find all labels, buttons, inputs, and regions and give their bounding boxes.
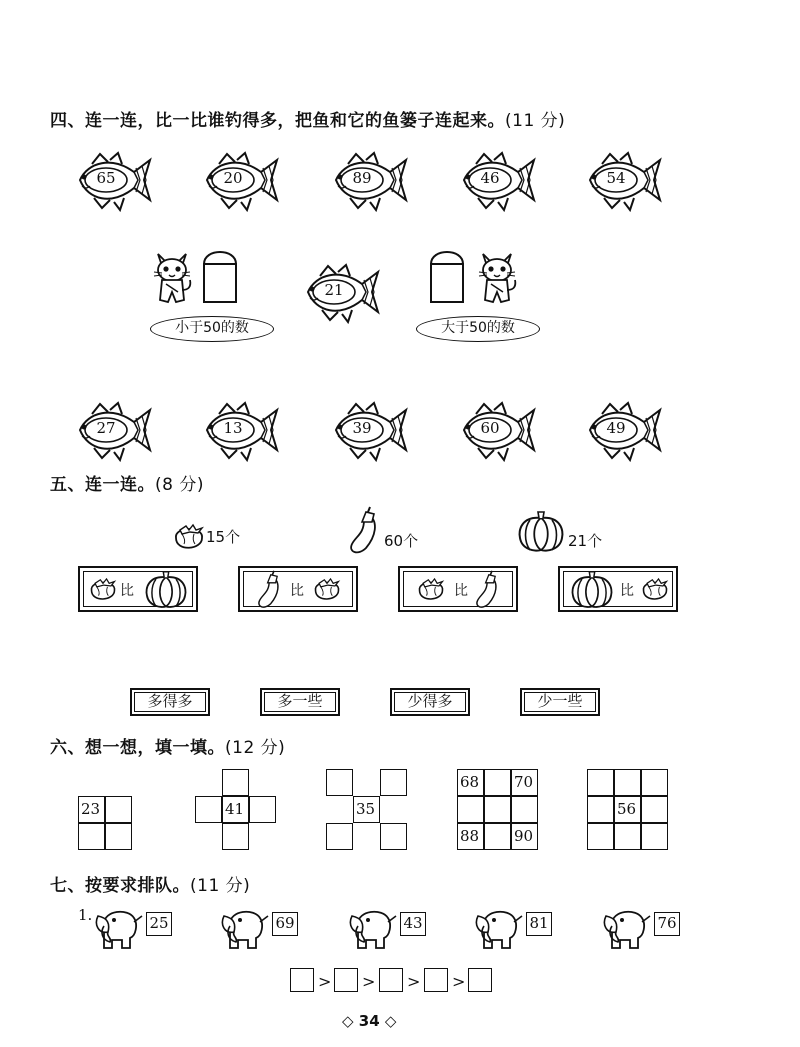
order-box-5[interactable] [468, 968, 492, 992]
grid-cell-blank[interactable] [222, 769, 249, 796]
grid-cell: 56 [614, 796, 641, 823]
fish-top-2[interactable] [197, 150, 281, 212]
grid-cell-blank[interactable] [484, 796, 511, 823]
fish-number: 89 [352, 169, 372, 187]
grid-cell-blank[interactable] [614, 823, 641, 850]
grid-cell-blank[interactable] [641, 769, 668, 796]
grid-cell-blank[interactable] [105, 796, 132, 823]
fish-number: 27 [96, 419, 116, 437]
section4-score: (11 分) [505, 111, 566, 131]
bucket-icon[interactable] [200, 244, 240, 306]
grid-cell-blank[interactable] [484, 823, 511, 850]
section5-title: 五、连一连。 [50, 475, 155, 495]
basket-right-label: 大于50的数 [416, 316, 540, 342]
elephant-number: 69 [272, 912, 298, 936]
greater-than-symbol: > [362, 972, 376, 991]
grid-cell: 68 [457, 769, 484, 796]
section5-heading [50, 470, 204, 495]
tomato-icon [640, 576, 670, 603]
answer-label: 多一些 [277, 692, 323, 710]
fish-number: 60 [480, 419, 500, 437]
grid-cell-blank[interactable] [641, 823, 668, 850]
section7-heading [50, 871, 250, 896]
fish-number: 54 [606, 169, 626, 187]
elephant-number: 76 [654, 912, 680, 936]
eggplant-count: 60个 [384, 532, 419, 550]
tomato-icon [416, 576, 446, 603]
answer-box-2[interactable] [260, 688, 340, 716]
fish-number: 13 [223, 419, 243, 437]
order-box-3[interactable] [379, 968, 403, 992]
section7-title: 七、按要求排队。 [50, 876, 190, 896]
pumpkin-icon [142, 570, 190, 610]
fish-number: 21 [324, 281, 344, 299]
grid-cell-blank[interactable] [587, 796, 614, 823]
answer-box-4[interactable] [520, 688, 600, 716]
tomato-icon [88, 576, 118, 603]
elephant-number: 25 [146, 912, 172, 936]
section5-score: (8 分) [155, 475, 204, 495]
grid-cell-blank[interactable] [326, 823, 353, 850]
fish-number: 39 [352, 419, 372, 437]
compare-word: 比 [120, 583, 134, 599]
cat-icon [475, 246, 519, 306]
elephant-icon [220, 902, 272, 952]
eggplant-icon [256, 570, 284, 610]
grid-cell: 90 [511, 823, 538, 850]
grid-cell: 70 [511, 769, 538, 796]
elephant-number: 43 [400, 912, 426, 936]
tomato-icon [172, 522, 206, 552]
elephant-icon [474, 902, 526, 952]
fish-bottom-5[interactable] [580, 400, 664, 462]
fish-bottom-4[interactable] [454, 400, 538, 462]
tomato-count: 15个 [206, 528, 241, 546]
fish-bottom-2[interactable] [197, 400, 281, 462]
answer-label: 少一些 [537, 692, 583, 710]
elephant-icon [94, 902, 146, 952]
grid-cell-blank[interactable] [222, 823, 249, 850]
grid-cell-blank[interactable] [249, 796, 276, 823]
compare-box-pumpkin-tomato[interactable] [558, 566, 678, 612]
grid-cell-blank[interactable] [587, 823, 614, 850]
cat-icon [150, 246, 194, 306]
elephant-icon [348, 902, 400, 952]
compare-word: 比 [620, 583, 634, 599]
grid-cell-blank[interactable] [457, 796, 484, 823]
eggplant-icon [474, 570, 502, 610]
compare-word: 比 [454, 583, 468, 599]
pumpkin-count: 21个 [568, 532, 603, 550]
fish-bottom-3[interactable] [326, 400, 410, 462]
grid-cell-blank[interactable] [484, 769, 511, 796]
grid-cell: 88 [457, 823, 484, 850]
fish-top-4[interactable] [454, 150, 538, 212]
section6-title: 六、想一想，填一填。 [50, 738, 225, 758]
basket-left-label: 小于50的数 [150, 316, 274, 342]
answer-box-3[interactable] [390, 688, 470, 716]
answer-label: 多得多 [147, 692, 193, 710]
section6-heading [50, 733, 285, 758]
greater-than-symbol: > [407, 972, 421, 991]
elephant-number: 81 [526, 912, 552, 936]
order-box-2[interactable] [334, 968, 358, 992]
grid-cell-blank[interactable] [105, 823, 132, 850]
fish-number: 49 [606, 419, 626, 437]
order-box-4[interactable] [424, 968, 448, 992]
tomato-icon [312, 576, 342, 603]
compare-word: 比 [290, 583, 304, 599]
greater-than-symbol: > [318, 972, 332, 991]
pumpkin-icon [516, 510, 566, 554]
grid-cell: 41 [222, 796, 249, 823]
grid-cell-blank[interactable] [641, 796, 668, 823]
grid-cell-blank[interactable] [326, 769, 353, 796]
answer-box-1[interactable] [130, 688, 210, 716]
pumpkin-icon [568, 570, 616, 610]
item-label: 1. [78, 906, 93, 924]
grid-cell: 23 [78, 796, 105, 823]
compare-box-tomato-pumpkin[interactable] [78, 566, 198, 612]
fish-top-5[interactable] [580, 150, 664, 212]
section7-score: (11 分) [190, 876, 251, 896]
section4-heading [50, 106, 565, 131]
grid-cell-blank[interactable] [511, 796, 538, 823]
answer-label: 少得多 [407, 692, 453, 710]
grid-cell-blank[interactable] [614, 769, 641, 796]
compare-box-eggplant-tomato[interactable] [238, 566, 358, 612]
grid-cell-blank[interactable] [78, 823, 105, 850]
page-number: ◇ 34 ◇ [342, 1012, 397, 1030]
grid-cell-blank[interactable] [380, 823, 407, 850]
order-box-1[interactable] [290, 968, 314, 992]
fish-number: 65 [96, 169, 116, 187]
grid-cell-blank[interactable] [380, 769, 407, 796]
eggplant-icon [348, 506, 382, 556]
grid-cell-blank[interactable] [587, 769, 614, 796]
compare-box-tomato-eggplant[interactable] [398, 566, 518, 612]
elephant-icon [602, 902, 654, 952]
bucket-icon[interactable] [427, 244, 467, 306]
section4-title: 四、连一连，比一比谁钓得多，把鱼和它的鱼篓子连起来。 [50, 111, 505, 131]
fish-top-1[interactable] [70, 150, 154, 212]
fish-middle[interactable] [298, 262, 382, 324]
fish-top-3[interactable] [326, 150, 410, 212]
fish-bottom-1[interactable] [70, 400, 154, 462]
section6-score: (12 分) [225, 738, 286, 758]
greater-than-symbol: > [452, 972, 466, 991]
fish-number: 46 [480, 169, 500, 187]
fish-number: 20 [223, 169, 243, 187]
grid-cell-blank[interactable] [195, 796, 222, 823]
grid-cell: 35 [353, 796, 380, 823]
